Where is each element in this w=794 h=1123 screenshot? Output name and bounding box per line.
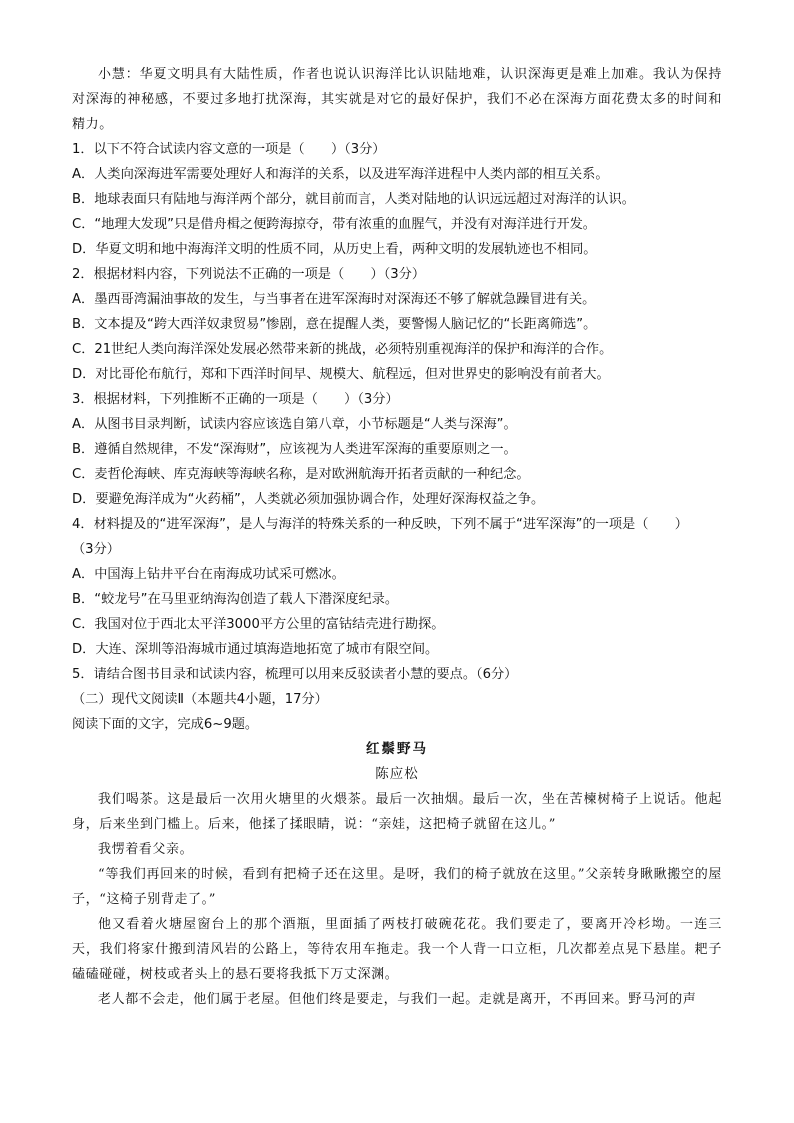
option-b: B．遵循自然规律，不发“深海财”，应该视为人类进军深海的重要原则之一。	[72, 442, 517, 457]
option-a: A．墨西哥湾漏油事故的发生，与当事者在进军深海时对深海还不够了解就急躁冒进有关。	[72, 292, 596, 307]
question-stem: 3．根据材料，下列推断不正确的一项是（ ）（3分）	[72, 392, 399, 407]
question-score: （3分）	[72, 542, 120, 557]
exam-page	[72, 62, 722, 1012]
option-d: D．华夏文明和地中海海洋文明的性质不同，从历史上看，两种文明的发展轨迹也不相同。	[72, 242, 597, 257]
question-2	[72, 262, 722, 387]
option-c: C．麦哲伦海峡、库克海峡等海峡名称，是对欧洲航海开拓者贡献的一种纪念。	[72, 467, 530, 482]
option-d: D．大连、深圳等沿海城市通过填海造地拓宽了城市有限空间。	[72, 642, 439, 657]
option-c: C．我国对位于西北太平洋3000平方公里的富钴结壳进行勘探。	[72, 617, 445, 632]
question-stem: 4．材料提及的“进军深海”，是人与海洋的特殊关系的一种反映，下列不属于“进军深海”的一项是（ ）	[72, 517, 688, 532]
option-d: D．要避免海洋成为“火药桶”，人类就必须加强协调合作，处理好深海权益之争。	[72, 492, 545, 507]
story-paragraph: 我们喝茶。这是最后一次用火塘里的火煨茶。最后一次抽烟。最后一次，坐在苦楝树椅子上说话。他起身，后来坐到门槛上。后来，他揉了揉眼睛，说：“亲娃，这把椅子就留在这儿。”	[72, 792, 722, 832]
question-4	[72, 512, 722, 662]
story-paragraph: 他又看着火塘屋窗台上的那个酒瓶，里面插了两枝打破碗花花。我们要走了，要离开冷杉坳。一连三天，我们将家什搬到清风岩的公路上，等待农用车拖走。我一个人背一口立柜，几次都差点晃下悬崖。耙子磕磕碰碰，树枝或者头上的悬石要将我抵下万丈深渊。	[72, 917, 722, 982]
option-d: D．对比哥伦布航行，郑和下西洋时间早、规模大、航程远，但对世界史的影响没有前者大。	[72, 367, 610, 382]
xiaohui-paragraph: 小慧：华夏文明具有大陆性质，作者也说认识海洋比认识陆地难，认识深海更是难上加难。我认为保持对深海的神秘感，不要过多地打扰深海，其实就是对它的最好保护，我们不必在深海方面花费太多的时间和精力。	[72, 67, 722, 132]
story-paragraph: “等我们再回来的时候，看到有把椅子还在这里。是呀，我们的椅子就放在这里。”父亲转身瞅瞅搬空的屋子，“这椅子别背走了。”	[72, 867, 722, 907]
option-a: A．人类向深海进军需要处理好人和海洋的关系，以及进军海洋进程中人类内部的相互关系。	[72, 167, 609, 182]
question-3	[72, 387, 722, 512]
question-stem: 2．根据材料内容，下列说法不正确的一项是（ ）（3分）	[72, 267, 426, 282]
reading-instruction: 阅读下面的文字，完成6~9题。	[72, 717, 259, 732]
option-c: C．21世纪人类向海洋深处发展必然带来新的挑战，必须特别重视海洋的保护和海洋的合作。	[72, 342, 613, 357]
story-author: 陈应松	[375, 766, 419, 782]
option-b: B．地球表面只有陆地与海洋两个部分，就目前而言，人类对陆地的认识远远超过对海洋的认识。	[72, 192, 635, 207]
question-stem: 5．请结合图书目录和试读内容，梳理可以用来反驳读者小慧的要点。（6分）	[72, 667, 518, 682]
option-c: C．“地理大发现”只是借舟楫之便跨海掠夺，带有浓重的血腥气，并没有对海洋进行开发。	[72, 217, 596, 232]
question-stem: 1．以下不符合试读内容文意的一项是（ ）（3分）	[72, 142, 386, 157]
story-title: 红鬃野马	[366, 741, 428, 757]
question-1	[72, 137, 722, 262]
story-paragraph: 我愣着看父亲。	[98, 842, 194, 857]
option-b: B．文本提及“跨大西洋奴隶贸易”惨剧，意在提醒人类，要警惕人脑记忆的“长距离筛选”。	[72, 317, 597, 332]
story-paragraph: 老人都不会走，他们属于老屋。但他们终是要走，与我们一起。走就是离开，不再回来。野马河的声	[98, 992, 697, 1007]
question-5	[72, 662, 722, 687]
option-b: B．“蛟龙号”在马里亚纳海沟创造了载人下潜深度纪录。	[72, 592, 399, 607]
option-a: A．从图书目录判断，试读内容应该选自第八章，小节标题是“人类与深海”。	[72, 417, 517, 432]
section-heading: （二）现代文阅读Ⅱ（本题共4小题，17分）	[72, 692, 328, 707]
option-a: A．中国海上钻井平台在南海成功试采可燃冰。	[72, 567, 345, 582]
